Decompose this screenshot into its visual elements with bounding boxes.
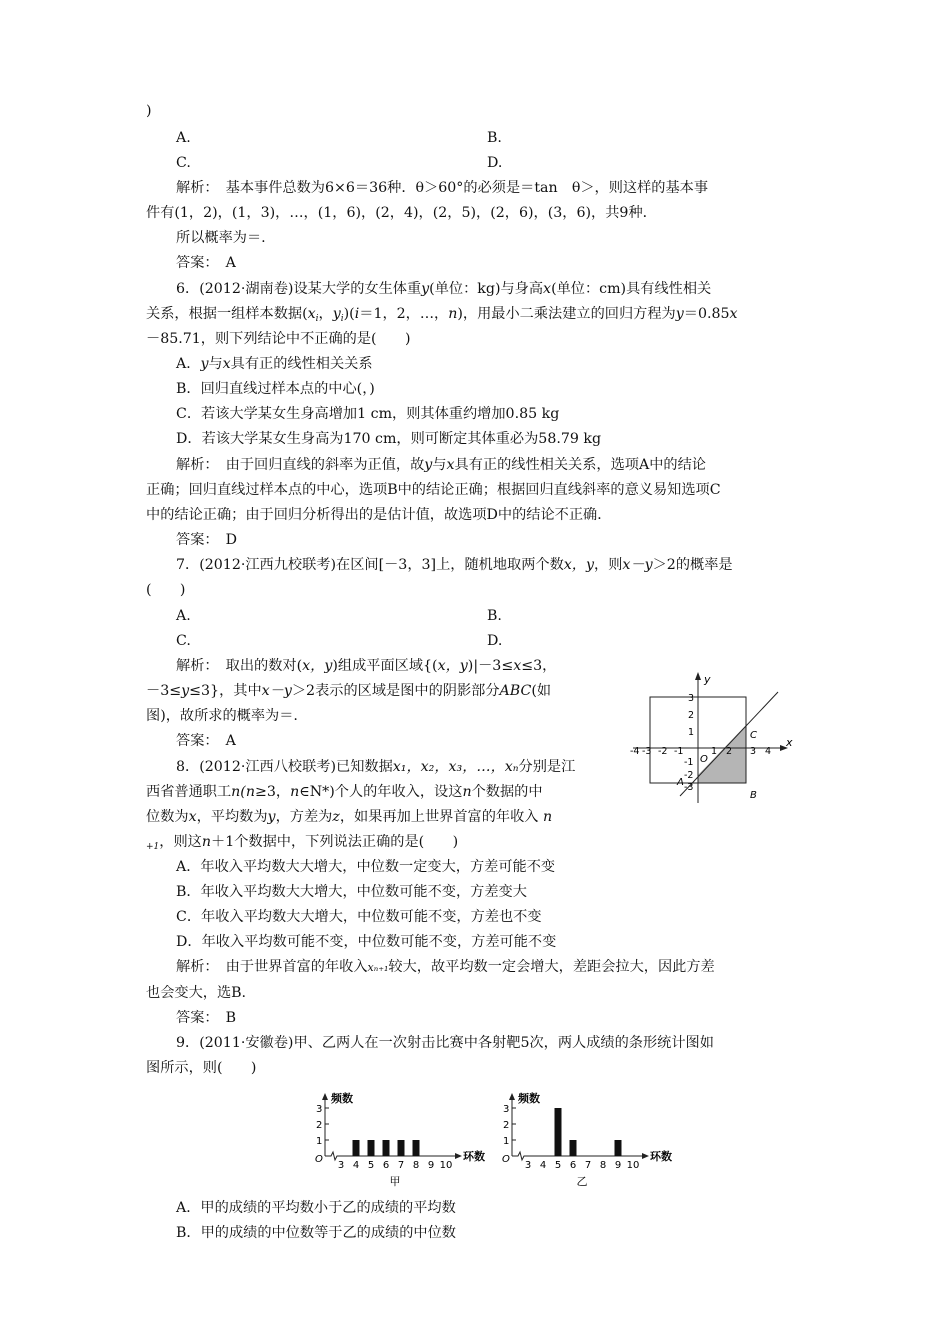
option-b: B. [487,130,502,146]
chart-origin: O [502,1154,510,1165]
chart-x-arrow [642,1153,649,1159]
chart-title: 甲 [389,1175,401,1188]
point-label-a: A [677,777,684,788]
x-tick-label: 8 [599,1160,607,1171]
solution-line: 所以概率为＝. [176,230,266,246]
question-line: 7．(2012·江西九校联考)在区间[－3，3]上，随机地取两个数x，y，则x－y＞2的概率是 [176,557,733,573]
x-tick-label: 10 [439,1160,453,1171]
option-b: B．回归直线过样本点的中心(，) [176,381,375,397]
question-line: 关系，根据一组样本数据($x_i$，$y_i)(i=1$，2，…，n)，用最小二乘法建立的回归方程为y＝0.85x [146,306,738,324]
x-tick-label: -3 [642,746,652,757]
y-tick-label: 2 [503,1120,510,1131]
chart-x-arrow [455,1153,462,1159]
y-tick-label: 3 [316,1104,323,1115]
question-line: 图所示，则( ) [146,1060,257,1076]
option-b: B．甲的成绩的中位数等于乙的成绩的中位数 [176,1225,456,1241]
x-tick-label: 5 [554,1160,562,1171]
solution-line: 件有(1，2)，(1，3)，…，(1，6)，(2，4)，(2，5)，(2，6)，(3，6)，共9种． [146,205,657,221]
option-d: D．年收入平均数可能不变，中位数可能不变，方差可能不变 [176,934,557,950]
x-tick-label: -1 [674,746,684,757]
x-tick-label: 10 [626,1160,640,1171]
x-tick-label: 9 [614,1160,622,1171]
option-b: B. [487,608,502,624]
option-d: D. [487,155,503,171]
solution-line: 解析： 由于回归直线的斜率为正值，故y与x具有正的线性相关关系，选项A中的结论 [176,457,706,473]
x-tick-label: -4 [630,746,640,757]
y-tick-label: 1 [503,1136,510,1147]
chart-xlabel: 环数 [650,1150,672,1163]
chart-xlabel: 环数 [463,1150,485,1163]
option-b: B．年收入平均数大大增大，中位数可能不变，方差变大 [176,884,527,900]
chart-title: 乙 [576,1175,588,1188]
x-tick-label: 4 [352,1160,360,1171]
chart-ylabel: 频数 [518,1092,540,1105]
bar-chart-yi [492,1090,677,1190]
solution-line: 正确；回归直线过样本点的中心，选项B中的结论正确；根据回归直线斜率的意义易知选项C [146,482,721,498]
x-tick-label: -2 [658,746,668,757]
chart-x-axis [325,1152,455,1160]
question-line: 6．(2012·湖南卷)设某大学的女生体重y(单位：kg)与身高x(单位：cm)具有线性相关 [176,281,712,297]
region-figure [628,668,798,808]
solution-line: 也会变大，选B. [146,985,247,1001]
solution-line: －3≤y≤3}，其中x－y＞2表示的区域是图中的阴影部分ABC(如 [146,683,552,699]
question-line: $_{+1}$，则这n＋1个数据中，下列说法正确的是( ) [146,834,459,852]
question-line: ( ) [146,582,186,598]
origin-label: O [700,754,708,765]
x-tick-label: 3 [524,1160,532,1171]
bar [555,1108,562,1156]
x-tick-label: 2 [726,746,733,757]
option-c: C．年收入平均数大大增大，中位数可能不变，方差也不变 [176,909,542,925]
x-tick-label: 7 [397,1160,405,1171]
bar [413,1140,420,1156]
x-tick-label: 8 [412,1160,420,1171]
y-tick-label: 2 [688,710,695,721]
y-tick-label: -3 [684,782,694,793]
question-line: －85.71，则下列结论中不正确的是( ) [146,331,411,347]
bar [615,1140,622,1156]
y-tick-label: 1 [688,727,695,738]
question-line: 9．(2011·安徽卷)甲、乙两人在一次射击比赛中各射靶5次，两人成绩的条形统计图如 [176,1035,714,1051]
x-tick-label: 6 [569,1160,577,1171]
x-tick-label: 5 [367,1160,375,1171]
option-a: A. [176,130,191,146]
chart-y-arrow [322,1093,328,1100]
x-tick-label: 3 [750,746,757,757]
question-line: 8．(2012·江西八校联考)已知数据x₁，x₂，x₃，…，xₙ分别是江 [176,759,576,775]
answer-line: 答案： D [176,532,238,548]
bar [368,1140,375,1156]
bar [398,1140,405,1156]
point-label-b: B [750,790,757,801]
solution-line: 解析： 基本事件总数为6×6＝36种．θ＞60°的必须是＝tan θ＞，则这样的基本事 [176,180,709,196]
y-axis-label: y [704,673,711,686]
option-c: C．若该大学某女生身高增加1 cm，则其体重约增加0.85 kg [176,406,560,422]
option-d: D．若该大学某女生身高为170 cm，则可断定其体重必为58.79 kg [176,431,602,447]
y-tick-label: -1 [684,757,694,768]
y-tick-label: -2 [684,770,694,781]
answer-line: 答案： B [176,1010,237,1026]
option-a: A．甲的成绩的平均数小于乙的成绩的平均数 [176,1200,456,1216]
option-a: A. [176,608,191,624]
option-a: A．年收入平均数大大增大，中位数一定变大，方差可能不变 [176,859,556,875]
y-tick-label: 1 [316,1136,323,1147]
bar [353,1140,360,1156]
point-label-c: C [750,730,757,741]
option-c: C. [176,155,191,171]
chart-x-axis [512,1152,642,1160]
question-line: 位数为x，平均数为y，方差为z，如果再加上世界首富的年收入 n [146,809,553,825]
x-tick-label: 1 [711,746,718,757]
y-tick-label: 2 [316,1120,323,1131]
x-tick-label: 3 [337,1160,345,1171]
y-tick-label: 3 [503,1104,510,1115]
option-d: D. [487,633,503,649]
x-tick-label: 4 [765,746,772,757]
option-c: C. [176,633,191,649]
text-line: ) [146,103,152,119]
x-tick-label: 9 [427,1160,435,1171]
chart-origin: O [315,1154,323,1165]
answer-line: 答案： A [176,255,236,271]
option-a: A．y与x具有正的线性相关关系 [176,356,373,372]
solution-line: 中的结论正确；由于回归分析得出的是估计值，故选项D中的结论不正确． [146,507,612,523]
solution-line: 图)，故所求的概率为＝. [146,708,298,724]
x-axis-label: x [786,736,793,749]
solution-line: 解析： 取出的数对(x，y)组成平面区域{(x，y)|－3≤x≤3， [176,658,557,674]
chart-ylabel: 频数 [331,1092,353,1105]
y-tick-label: 3 [688,693,695,704]
solution-line: 解析： 由于世界首富的年收入xₙ₊₁较大，故平均数一定会增大，差距会拉大，因此方差 [176,959,715,975]
question-line: 西省普通职工n(n≥3，n∈N*)个人的年收入，设这n个数据的中 [146,784,543,800]
chart-y-arrow [509,1093,515,1100]
y-axis-arrow [695,672,701,680]
answer-line: 答案： A [176,733,236,749]
x-tick-label: 6 [382,1160,390,1171]
bar [570,1140,577,1156]
x-tick-label: 7 [584,1160,592,1171]
bar [383,1140,390,1156]
x-tick-label: 4 [539,1160,547,1171]
bar-chart-jia [305,1090,490,1190]
